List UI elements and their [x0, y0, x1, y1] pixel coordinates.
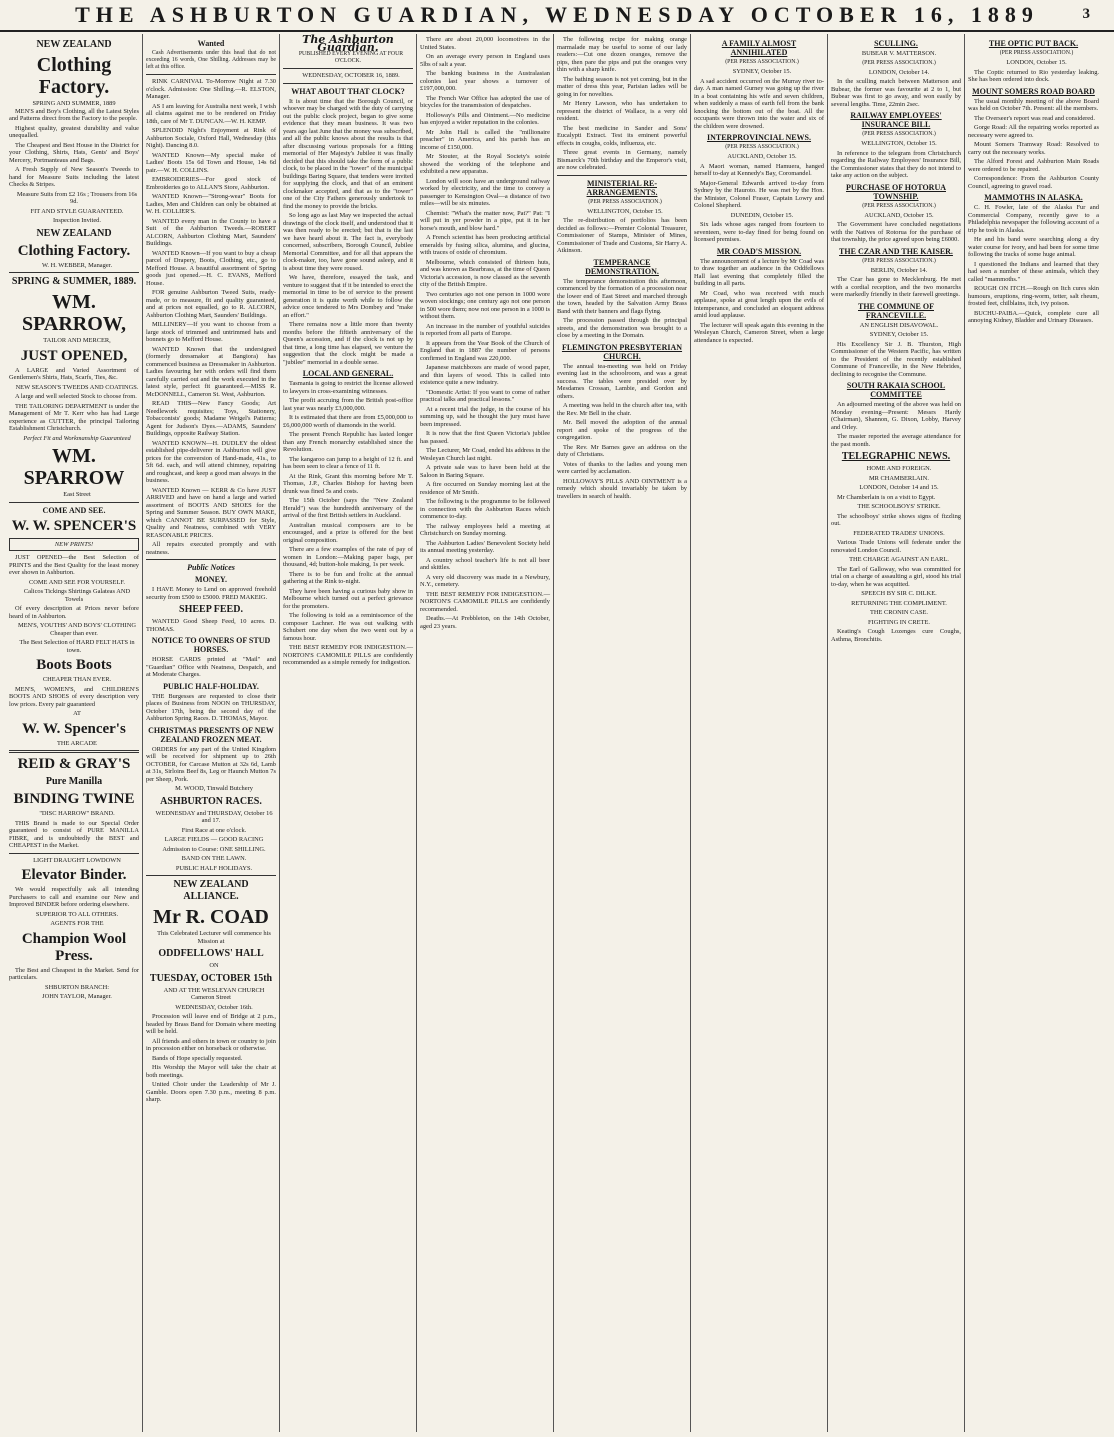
article-text: Mount Somers Tramway Road: Resolved to carry out the necessary works.	[968, 141, 1099, 156]
ad-heading: NEW ZEALAND	[36, 227, 112, 239]
article-headline: THE CZAR AND THE KAISER.	[839, 246, 953, 256]
article-subhead: THE SCHOOLBOYS' STRIKE.	[857, 503, 941, 510]
article-text: We have, therefore, essayed the task, and venture to suggest that if it be intended to erect the memorial in time to be of service to the present generation it is quite worth while to follow the advice once tendered to Mrs Dombey and "make an effort."	[283, 274, 413, 319]
article-subhead: RETURNING THE COMPLIMENT.	[851, 599, 947, 607]
article-text: The master reported the average attendance for the past month.	[831, 433, 961, 448]
divider	[9, 272, 139, 273]
article-text: Mr Stouter, at the Royal Society's soirée showed the working of the telephone and exhibited a new apparatus.	[420, 153, 550, 175]
ad-text: TAILOR AND MERCER,	[43, 337, 111, 344]
page-number: 3	[1082, 6, 1090, 22]
article-text: The Coptic returned to Rio yesterday leaking. She has been ordered into dock.	[968, 68, 1099, 83]
ad-heading: NEW ZEALAND	[36, 39, 112, 50]
article-dateline: SYDNEY, October 15.	[869, 331, 929, 338]
article-text: C. H. Fowler, late of the Alaska Fur and Commercial Company, recently gave to a Philadelphia newspaper the following account of a trip he took in Alaska.	[968, 204, 1099, 234]
article-text: It is about time that the Borough Council, or whoever may be charged with the duty of carrying out the public clock project, began to give some evidence that they mean business. It was two years ago last June that the money was subscribed, and all the public knows about the results is that after discussing various proposals for a fitting memorial of Her Majesty's Jubilee it was finally decided that this should take the form of a public clock, to be placed in the "tower" of the municipal buildings Baring Square, that tenders were invited for supplying the clock, and that of an eminent clockmaker accepted, and that as to the "tower" one of the City Fathers generously undertook to find the money to provide the bricks.	[283, 97, 413, 210]
ad-text: FOR genuine Ashburton Tweed Suits, ready-made, or to measure, fit and quality guaranteed, and at prices not equalled, go to R. ALCORN, Ashburton Clothing Mart, Saunders' Buildings.	[146, 289, 276, 319]
divider	[9, 502, 139, 503]
article-text: The railway employees held a meeting at Christchurch on Sunday morning.	[420, 522, 550, 537]
ad-text: AND AT THE WESLEYAN CHURCH Cameron Street	[163, 986, 265, 1001]
article-headline: TELEGRAPHIC NEWS.	[841, 451, 951, 462]
article-headline: A FAMILY ALMOST ANNIHILATED	[721, 39, 797, 57]
article-text: HOLLOWAY'S PILLS AND OINTMENT is a remedy which should invariably be taken by travellers in search of health.	[557, 477, 687, 500]
article-headline: MINISTERIAL RE-ARRANGEMENTS.	[586, 178, 658, 197]
ad-text: WANTED KNOWN—H. DUDLEY the oldest established pipe-deliverer in Ashburton will give prices for the conversion of Hand-made, 41s., to 5ft 6d. each, and will attend chimney, repairing and roughcast, and keep a good man always in the business.	[146, 439, 276, 484]
ad-text: WANTED Known that the undersigned (formerly dressmaker at Bangiora) has commenced business as Dressmaker in Ashburton. Ladies favouring her with orders will find them carefully carried out and the work executed in the latest style, perfect fit guaranteed.—MISS R. McDONNELL, Cameron St. West, Ashburton.	[146, 345, 276, 398]
article-text: It is now that the first Queen Victoria's jubilee has passed.	[420, 430, 550, 445]
masthead-title: THE ASHBURTON GUARDIAN, WEDNESDAY OCTOBER 16, 1889	[75, 2, 1039, 27]
article-text: The re-distribution of portfolios has been decided as follows:—Premier Colonial Treasurer, Commissioner of Stamps, Minister of Mines, Commissioner of Trade and Customs, Sir Harry A. Atkinson.	[557, 217, 687, 254]
ad-text: WANTED every man in the County to have a Suit of the Ashburton Tweeds.—ROBERT ALCORN, Ashburton Clothing Mart, Saunders' Buildings.	[146, 217, 276, 247]
article-text: The Lecturer, Mr Coad, ended his address in the Wesleyan Church last night.	[420, 447, 550, 462]
article-text: Mr Coad, who was received with much applause, spoke at great length upon the evils of intemperance, and concluded an eloquent address amid loud applause.	[694, 289, 824, 319]
ad-heading: SHEEP FEED.	[179, 604, 243, 615]
ad-text: A LARGE and Varied Assortment of Gentlemen's Shirts, Hats, Scarfs, Ties, &c.	[9, 366, 139, 381]
ad-text: United Choir under the Leadership of Mr J. Gamble. Doors open 7.30 p.m., meeting 8 p.m. sharp.	[146, 1081, 276, 1103]
article-headline: MOUNT SOMERS ROAD BOARD	[972, 86, 1095, 96]
ad-text: JOHN TAYLOR, Manager.	[42, 993, 112, 1000]
ad-text: SHBURTON BRANCH:	[45, 983, 109, 991]
article-text: Deaths.—At Prebbleton, on the 14th October, aged 23 years.	[420, 615, 550, 630]
divider	[283, 83, 413, 84]
ad-heading: Champion Wool Press.	[21, 930, 127, 964]
article-text: In reference to the telegram from Christchurch regarding the Railway Employees' Insurance Bill, the Commissioner states that they do not intend to take any action on the subject.	[831, 149, 961, 179]
article-dateline: BERLIN, October 14.	[870, 266, 928, 274]
divider	[283, 68, 413, 69]
article-text: They have been having a curious baby show in Melbourne which turned out a perfect grievance for the promoters.	[283, 587, 413, 610]
article-text: I questioned the Indians and learned that they had seen a number of these animals, which they called "mammoths."	[968, 260, 1099, 283]
ad-text: ORDERS for any part of the United Kingdom will be received for shipment up to 26th OCTOBER, for Carcase Mutton at 32s 6d, Lamb at 31s, Sirloins Beef 8s, Leg or Haunch Mutton 7s per Sheep, Pork.	[146, 745, 276, 783]
article-text: Australian musical composers are to be encouraged, and a prize is offered for the best original composition.	[283, 521, 413, 544]
ad-text: PUBLIC HALF HOLIDAYS.	[175, 864, 253, 872]
article-headline: SOUTH RAKAIA SCHOOL COMMITTEE	[846, 381, 946, 399]
article-text: In the sculling match between Matterson and Bubear, the former was favourite at 2 to 1, but Bubear was first to go away, and won easily by several lengths. Time, 22min 2sec.	[831, 78, 961, 108]
ad-text: WANTED Known—If you want to buy a cheap parcel of Drapery, Boots, Clothing, etc., go to Mefford House. A beautiful assortment of Spring goods just opened.—H. C. EVANS, Mefford House.	[146, 249, 276, 287]
ad-heading: ASHBURTON RACES.	[160, 795, 262, 807]
ad-text: AS I am leaving for Australia next week, I wish all claims against me to be rendered on Friday 18th, care of Mr T. DUNCAN.—W. H. KEMP.	[146, 102, 276, 125]
ad-text: Bands of Hope specially requested.	[152, 1054, 243, 1062]
article-text: Six lads whose ages ranged from fourteen to seventeen, were to-day fined for being found on licensed premises.	[694, 221, 824, 243]
article-text: So long ago as last May we inspected the actual drawings of the clock itself, and understood that it was then ready to be erected; but that is the last we have heard about it. The fact is, everybody concerned, subscribers, Borough Council, Jubilee Memorial Committee, and for all that appears the clock-maker, too, have gone sound asleep, and it is about time they were roused.	[283, 212, 413, 272]
ad-text: LIGHT DRAUGHT LOWDOWN	[33, 856, 121, 864]
article-text: The best medicine in Sander and Sons' Eucalypti Extract. Test its eminent powerful effects in coughs, colds, influenza, etc.	[557, 124, 687, 147]
ad-text: I HAVE Money to Lend on approved freehold security from £500 to £5000. FRED MAKEIG.	[146, 586, 276, 601]
ad-heading: Boots Boots	[36, 657, 112, 673]
article-text: A sad accident occurred on the Murray river to-day. A man named Gurney was going up the river in a boat containing his wife and seven children, when suddenly a mass of earth fell from the bank knocking the bottom out of the boat. All the occupants were thrown into the water and six of the children were drowned.	[694, 77, 824, 130]
ad-text: THE TAILORING DEPARTMENT is under the Management of Mr T. Kerr who has had Large experience as CUTTER, the principal Tailoring Establishment Christchurch.	[9, 402, 139, 432]
article-text: The lecturer will speak again this evening in the Wesleyan Church, Cameron Street, when a large attendance is expected.	[694, 321, 824, 344]
article-text: Gorge Road: All the repairing works reported as necessary were agreed to.	[968, 124, 1099, 139]
article-text: A country school teacher's life is not all beer and skittles.	[420, 556, 550, 571]
ad-text: MEN'S and Boy's Clothing, all the Latest Styles and Patterns direct from the Factory to the people.	[9, 107, 139, 122]
article-text: The profit accruing from the British post-office last year was nearly £3,000,000.	[283, 397, 413, 412]
article-subhead: SPEECH BY SIR C. DILKE.	[861, 590, 937, 597]
ad-heading: Elevator Binder.	[21, 867, 127, 883]
ad-text: "DISC HARROW" BRAND.	[39, 810, 115, 817]
article-text: Votes of thanks to the ladies and young men were carried by acclamation.	[557, 460, 687, 475]
article-text: The temperance demonstration this afternoon, commenced by the formation of a procession near the lower end of East Street and marched through the town, headed by the Salvation Army Brass Band with their banners and flags flying.	[557, 277, 687, 315]
ad-text: Perfect Fit and Workmanship Guaranteed	[23, 434, 131, 442]
article-dateline: LONDON, October 15.	[1006, 59, 1067, 66]
article-text: The Rev. Mr Barnes gave an address on the duty of Christians.	[557, 443, 687, 458]
article-subhead: FEDERATED TRADES' UNIONS.	[853, 529, 945, 537]
article-text: At the Rink, Grant this morning before Mr T. Thomas, J.P., Charles Bishop for having been drunk was fined 5s and costs.	[283, 472, 413, 495]
divider	[9, 853, 139, 854]
article-text: Tasmania is going to restrict the license allowed to lawyers in cross-examining witnesses.	[283, 380, 413, 395]
article-headline: TEMPERANCE DEMONSTRATION.	[585, 257, 659, 276]
ad-text: Calicos Tickings Shirtings Galateas AND Towels	[23, 588, 131, 603]
ad-text: W. H. WEBBER, Manager.	[41, 261, 113, 269]
ad-text: MILLINERY—If you want to choose from a large stock of trimmed and untrimmed hats and bonnets go to Mefford House.	[146, 321, 276, 343]
ad-heading: BINDING TWINE	[13, 791, 135, 807]
article-text: A very old discovery was made in a Newbury, N.Y., cemetery.	[420, 573, 550, 588]
column-8-news	[965, 34, 1102, 1432]
ad-text: AGENTS FOR THE	[50, 920, 104, 927]
ad-heading: TUESDAY, OCTOBER 15th	[149, 972, 273, 984]
column-4-news	[417, 34, 554, 1432]
column-2-classifieds	[143, 34, 280, 1432]
ad-text: CHEAPER THAN EVER.	[42, 676, 112, 683]
ad-text: His Worship the Mayor will take the chair at both meetings.	[146, 1064, 276, 1079]
article-text: Mr Henry Lawson, who has undertaken to represent the district of Wallace, is a very old resident.	[557, 100, 687, 122]
article-headline: SCULLING.	[874, 39, 918, 48]
article-subhead: AN ENGLISH DISAVOWAL.	[859, 321, 939, 329]
article-source: (PER PRESS ASSOCIATION.)	[862, 202, 936, 209]
ad-text: COME AND SEE FOR YOURSELF.	[28, 578, 125, 586]
article-text: Holloway's Pills and Ointment.—No medicine has enjoyed a wider reputation in the colonies.	[420, 111, 550, 126]
ad-text: WANTED Known—My special make of Ladies' Boots 15s 6d Town and House, 14s 6d pair.—W. H. COLLINS.	[146, 151, 276, 174]
ad-text: WANTED Known—"Strong-wear" Boots for Ladies, Men and Children can only be obtained at W. H. COLLIER'S.	[146, 193, 276, 215]
ad-text: READ THIS—New Fancy Goods; Art Needlework requisites; Toys, Stationery, Tobacconists' goods; Madame Weigel's Patterns; Agent for Judson's Dyes.—ADAMS, Saunders' Buildings, opposite Railway Station.	[146, 400, 276, 437]
article-text: "Domestic Artist: If you want to come of rather practical talks and practical lessons."	[420, 388, 550, 403]
section-heading: Public Notices	[187, 563, 235, 572]
article-source: (PER PRESS ASSOCIATION.)	[862, 257, 936, 264]
ad-heading: COME AND SEE.	[42, 505, 106, 515]
ad-text: The Cheapest and Best House in the District for your Clothing, Shirts, Hats, Gents' and Boys' Mercery, Portmanteaus and Bags.	[9, 141, 139, 164]
ad-text: MEN'S, WOMEN'S, and CHILDREN'S BOOTS AND SHOES of every description very low prices. Every pair guaranteed	[9, 685, 139, 708]
ad-heading: Mr R. COAD	[153, 906, 269, 928]
ad-heading: Clothing Factory.	[17, 242, 131, 259]
article-headline: FLEMINGTON PRESBYTERIAN CHURCH.	[561, 342, 683, 361]
column-6-telegrams	[691, 34, 828, 1432]
ad-text: The Best and Cheapest in the Market. Send for particulars.	[9, 966, 139, 981]
ad-text: JUST OPENED—the Best Selection of PRINTS and the Best Quality for the least money ever shown in Ashburton.	[9, 554, 139, 576]
article-text: THE BEST REMEDY FOR INDIGESTION.—NORTON'S CAMOMILE PILLS are confidently recommended as a simple remedy for indigestion.	[283, 644, 413, 666]
article-text: It is estimated that there are from £5,000,000 to £6,000,000 worth of diamonds in the world.	[283, 414, 413, 429]
article-text: Correspondence: From the Ashburton County Council, agreeing to gravel road.	[968, 175, 1099, 190]
article-text: An adjourned meeting of the above was held on Monday evening—Present: Messrs Hardy (Chairman), Shannon, G. Dixon, Lobby, Harvey and Orley.	[831, 401, 961, 431]
article-subhead: BUBEAR V. MATTERSON.	[861, 50, 937, 57]
article-subhead: MR CHAMBERLAIN.	[868, 474, 929, 482]
article-source: (PER PRESS ASSOCIATION.)	[588, 198, 662, 205]
masthead	[0, 0, 1114, 32]
article-text: Mr. Bell moved the adoption of the annual report and spoke of the progress of the congregation.	[557, 419, 687, 441]
ad-text: HORSE CARDS printed at "Mail" and "Guardian" Office with Neatness, Despatch, and at Moderate Charges.	[146, 656, 276, 678]
article-text: Various Trade Unions will federate under the renovated London Council.	[831, 539, 961, 554]
article-text: A Maori woman, named Hamuera, hanged herself to-day at Kennedy's Bay, Coromandel.	[694, 162, 824, 177]
ad-heading: Clothing Factory.	[36, 54, 112, 98]
article-headline: THE OPTIC PUT BACK.	[988, 39, 1079, 48]
article-text: The Czar has gone to Mecklenburg. He met with a cordial reception, and the two monarchs were markedly friendly in their farewell greetings.	[831, 276, 961, 298]
article-text: Melbourne, which consisted of thirteen huts, and was known as Bearbrass, at the time of Queen Victoria's accession, is now classed as the seventh city of the British Empire.	[420, 258, 550, 288]
ad-text: Measure Suits from £2 16s ; Trousers from 16s 9d.	[16, 190, 138, 205]
article-source: (PER PRESS ASSOCIATION.)	[999, 50, 1074, 56]
article-text: The following recipe for making orange marmalade may be useful to some of our lady readers:—Cut one dozen oranges, remove the pips, then pare the pips and put the oranges very thin with a sharp knife.	[557, 36, 687, 73]
article-headline: MR COAD'S MISSION.	[716, 246, 802, 256]
divider	[146, 74, 276, 75]
article-text: There is to be fun and frolic at the annual gathering at the Rink to-night.	[283, 570, 413, 585]
article-text: There remains now a little more than twenty months before the fiftieth anniversary of the Queen's accession, and if the clock is not up by that time, a long time has elapsed, we venture the suggestion that the clock might be made a "jubilee" memorial in a double sense.	[283, 321, 413, 366]
ad-text: BAND ON THE LAWN.	[181, 855, 247, 862]
ad-text: FIT AND STYLE GUARANTEED.	[30, 207, 124, 215]
ad-text: A large and well selected Stock to choose from.	[15, 393, 137, 400]
ad-text: All repairs executed promptly and with neatness.	[146, 541, 276, 556]
article-text: Major-General Edwards arrived to-day from Sydney by the Hauroto. He was met by the Hon. the Minister, Colonel Fraser, Captain Lowry and Colonel Shepherd.	[694, 179, 824, 209]
article-text: Keating's Cough Lozenges cure Coughs, Asthma, Bronchitis.	[831, 628, 961, 643]
article-headline: THE COMMUNE OF FRANCEVILLE.	[858, 301, 934, 320]
ad-text: NEW SEASON'S TWEEDS AND COATINGS.	[15, 383, 139, 391]
article-source: (PER PRESS ASSOCIATION.)	[725, 59, 799, 65]
section-heading: Wanted	[197, 39, 225, 48]
article-text: A fire occurred on Sunday morning last at the residence of Mr Smith.	[420, 481, 550, 496]
article-headline: PURCHASE OF HOTORUA TOWNSHIP.	[845, 182, 946, 201]
ad-text: This Celebrated Lecturer will commence his Mission at	[157, 930, 271, 945]
article-text: Chemist: "What's the matter now, Pat?" Pat: "I will put in yer powder in a pipe, put it in her horse's mouth, and blow hard."	[420, 209, 550, 232]
article-text: The French War Office has adopted the use of bicycles for the transmission of despatches.	[420, 94, 550, 109]
ad-text: EMBROIDERIES—For good stock of Embroideries go to ALLAN'S Store, Ashburton.	[146, 176, 276, 191]
article-text: There are a few examples of the rate of pay of women in London:—Making paper bags, per thousand, 4d; button-hole making, 1s per week.	[283, 546, 413, 568]
ad-heading: SPRING & SUMMER, 1889.	[11, 276, 137, 287]
column-5-news	[554, 34, 691, 1432]
article-text: There are about 20,000 locomotives in the United States.	[420, 36, 550, 51]
ad-text: LARGE FIELDS — GOOD RACING	[164, 836, 264, 843]
ad-text: WEDNESDAY and THURSDAY, October 16 and 17.	[155, 809, 273, 824]
article-text: The following is told as a reminiscence of the composer Lachner. He was out walking with Schubert one day when the two went out by a famous hour.	[283, 612, 413, 642]
ad-heading: W. W. Spencer's	[22, 720, 126, 737]
ad-heading: MONEY.	[195, 575, 227, 584]
ad-heading: PUBLIC HALF-HOLIDAY.	[163, 681, 259, 691]
divider	[9, 750, 139, 753]
ad-heading: NOTICE TO OWNERS OF STUD HORSES.	[151, 636, 271, 654]
ad-heading: WM. SPARROW,	[22, 291, 126, 335]
article-headline: WHAT ABOUT THAT CLOCK?	[291, 86, 405, 96]
divider	[557, 175, 687, 176]
dateline: WEDNESDAY, OCTOBER 16, 1889.	[302, 72, 400, 79]
newspaper-nameplate: The Ashburton Guardian.	[302, 34, 394, 54]
ad-text: ON	[209, 962, 219, 969]
article-text: The Ashburton Ladies' Benevolent Society held its annual meeting yesterday.	[420, 539, 550, 554]
article-text: Mr John Hall is called the "millionaire preacher" in America, and his parish has an income of £150,000.	[420, 128, 550, 151]
article-dateline: AUCKLAND, October 15.	[727, 153, 797, 160]
article-text: Mr Chamberlain is on a visit to Egypt.	[837, 493, 936, 501]
divider	[146, 875, 276, 876]
ad-text: SUPERIOR TO ALL OTHERS.	[35, 910, 119, 918]
column-3-editorial	[280, 34, 417, 1432]
article-headline: MAMMOTHS IN ALASKA.	[984, 193, 1083, 202]
divider	[146, 559, 276, 560]
article-dateline: LONDON, October 14.	[868, 68, 930, 76]
ad-heading: JUST OPENED,	[20, 347, 128, 364]
publication-note: PUBLISHED EVERY EVENING AT FOUR O'CLOCK.	[298, 51, 404, 64]
ad-text: THIS Brand is made to our Special Order guaranteed to consist of PURE MANILLA FIBRE, and is undoubtedly the BEST and CHEAPEST in the Market.	[9, 819, 139, 849]
article-text: The schoolboys' strike shows signs of fizzling out.	[831, 512, 961, 527]
article-text: The usual monthly meeting of the above Board was held on October 7th. Present: all the members.	[968, 97, 1099, 112]
article-text: The banking business in the Australasian colonies last year shows a turnover of £197,000,000.	[420, 70, 550, 92]
article-subhead: THE CHARGE AGAINST AN EARL.	[849, 556, 949, 563]
article-text: The Government have concluded negotiations with the Natives of Rotorua for the purchase of that township, the price agreed upon being £6000.	[831, 221, 961, 243]
article-text: The announcement of a lecture by Mr Coad was to draw together an audience in the Oddfellows Hall last evening that completely filled the building in all parts.	[694, 257, 824, 287]
article-dateline: WELLINGTON, October 15.	[587, 207, 663, 215]
ad-text: THE ARCADE	[57, 739, 97, 747]
article-text: The kangaroo can jump to a height of 12 ft. and has been seen to clear a fence of 11 ft.	[283, 455, 413, 470]
article-subhead: HOME AND FOREIGN.	[866, 465, 932, 472]
ad-text: The Best Selection of HARD FELT HATS in town.	[19, 639, 135, 654]
article-text: He and his band were searching along a dry water course for ivory, and had been for some time following the tracks of some huge animal.	[968, 236, 1099, 258]
article-text: The Overseer's report was read and considered.	[974, 114, 1095, 122]
article-dateline: AUCKLAND, October 15.	[864, 211, 934, 219]
ad-text: Inspection Invited.	[53, 217, 101, 224]
article-text: It appears from the Year Book of the Church of England that in 1887 the number of persons confirmed in England was 220,000.	[420, 339, 550, 362]
article-source: (PER PRESS ASSOCIATION.)	[862, 59, 936, 66]
ad-text: THE Burgesses are requested to close their places of Business from NOON on THURSDAY, October 17th, being the second day of the Ashburton Spring Races. D. THOMAS, Mayor.	[146, 692, 276, 722]
ad-text: WANTED Good Sheep Feed, 10 acres. D. THOMAS.	[146, 618, 276, 633]
ad-text: NEW PRINTS!	[9, 538, 139, 552]
article-text: The procession passed through the principal streets, and the demonstration was brought to a close by a meeting in the Domain.	[557, 317, 687, 339]
article-text: BUCHU-PAIBA.—Quick, complete cure all annoying Kidney, Bladder and Urinary Diseases.	[968, 309, 1099, 324]
article-text: Two centuries ago not one person in 1000 wore woven stockings; one century ago not one person in 500 wore them; now not one person in a 1000 is without them.	[420, 290, 550, 320]
article-text: The bathing season is not yet coming, but in the matter of dress this year, Parisian ladies will be going in for novelties.	[557, 75, 687, 98]
ad-text: MEN'S, YOUTHS' AND BOYS' CLOTHING Cheaper than ever.	[17, 622, 137, 637]
ad-heading: Pure Manilla	[45, 776, 103, 787]
article-subhead: THE CRONIN CASE.	[869, 609, 929, 616]
article-source: (PER PRESS ASSOCIATION.)	[862, 131, 936, 137]
article-text: ROUGH ON ITCH.—Rough on Itch cures skin humours, eruptions, ring-worm, tetter, salt rheum, frosted feet, chilblains, itch, ivy poison.	[968, 285, 1099, 307]
ad-text: All friends and others in town or country to join in procession either on horseback or otherwise.	[146, 1037, 276, 1052]
ad-heading: WM. SPARROW	[23, 445, 125, 489]
article-text: A French scientist has been producing artificial emeralds by fusing silica, alumina, and glucina, with traces of oxide of chromium.	[420, 234, 550, 256]
ad-text: AT	[73, 710, 81, 717]
ad-text: Highest quality, greatest durability and value unequalled.	[9, 124, 139, 139]
article-text: The present French Republic has lasted longer than any French monarchy established since the Revolution.	[283, 431, 413, 453]
ad-heading: W. W. SPENCER'S	[11, 517, 137, 534]
article-text: The following is the programme to be followed in connection with the Ashburton Races which commence to-day.	[420, 498, 550, 520]
article-text: On an average every person in England uses 5lbs of salt a year.	[420, 53, 550, 68]
article-source: (PER PRESS ASSOCIATION.)	[725, 144, 799, 150]
article-text: THE BEST REMEDY FOR INDIGESTION.—NORTON'S CAMOMILE PILLS are confidently recommended.	[420, 590, 550, 613]
ad-text: East Street	[63, 491, 91, 498]
ad-text: First Race at one o'clock.	[181, 826, 247, 834]
article-text: A meeting was held in the church after tea, with the Rev. Mr Bell in the chair.	[557, 402, 687, 417]
ad-text: WEDNESDAY, October 16th.	[175, 1003, 253, 1011]
column-7-cables	[828, 34, 965, 1432]
ad-text: SPLENDID Night's Enjoyment at Rink of Ashburton Sociale, Oxford Hall, Wednesday (this Night). Dancing 8.0.	[146, 127, 276, 149]
article-dateline: WELLINGTON, October 15.	[861, 140, 937, 147]
article-text: The Alford Forest and Ashburton Main Roads were ordered to be repaired.	[968, 158, 1099, 173]
ad-text: A Fresh Supply of New Season's Tweeds to hand for Measure Suits including the latest Checks & Stripes.	[9, 166, 139, 188]
ad-text: Cash Advertisements under this head that do not exceeding 16 words, One Shilling. Addresses may be left at this office.	[146, 50, 276, 70]
article-headline: RAILWAY EMPLOYEES' INSURANCE BILL	[850, 111, 942, 129]
article-text: The 15th October (says the "New Zealand Herald") was the hundredth anniversary of the arrival of the first British settlers in Auckland.	[283, 497, 413, 519]
ad-heading: REID & GRAY'S	[17, 756, 131, 772]
ad-text: We would respectfully ask all intending Purchasers to call and examine our New and Improved BINDER before ordering elsewhere.	[9, 886, 139, 908]
ad-subheading: SPRING AND SUMMER, 1889	[32, 100, 116, 107]
ad-text: RINK CARNIVAL To-Morrow Night at 7.30 o'clock. Admission: One Shilling.—R. ELSTON, Manager.	[146, 78, 276, 100]
article-text: A private sale was to have been held at the Saloon in Baring Square.	[420, 464, 550, 479]
ad-heading: NEW ZEALAND ALLIANCE.	[173, 879, 249, 902]
ad-heading: ODDFELLOWS' HALL	[158, 948, 264, 959]
ad-text: WANTED Known — KERR & Co have JUST ARRIVED and have on hand a large and varied assortment of BOOTS AND SHOES for the Spring and Summer Season. BUY OWN MAKE, which CANNOT BE SURPASSED for Style, Quality and Neatness, combined with VERY REASONABLE PRICES.	[146, 486, 276, 539]
article-text: At a recent trial the judge, in the course of his summing up, said he thought the jury must have been impressed.	[420, 405, 550, 428]
column-1-advertisements	[6, 34, 143, 1432]
ad-text: Of every description at Prices never before heard of in Ashburton.	[9, 605, 139, 620]
article-text: His Excellency Sir J. B. Thurston, High Commissioner of the Western Pacific, has written to the President of the recently established Commune of Franceville, in the New Hebrides, declining to recognise the Commune.	[831, 340, 961, 378]
article-dateline: DUNEDIN, October 15.	[730, 211, 794, 219]
columns	[6, 34, 1108, 1432]
ad-text: Procession will leave end of Bridge at 2 p.m., headed by Brass Band for Domain where meeting will be held.	[146, 1013, 276, 1035]
article-text: London will soon have an underground railway worked by electricity, and the time to convey a passenger to Kensington Oval—a distance of two miles—will be six minutes.	[420, 177, 550, 207]
article-text: An increase in the number of youthful suicides is reported from all parts of Europe.	[420, 322, 550, 337]
ad-text: M. WOOD, Tinwald Butchery	[175, 785, 253, 792]
article-subhead: FIGHTING IN CRETE.	[868, 618, 930, 626]
ad-text: Admission to Course: ONE SHILLING.	[162, 845, 266, 853]
article-text: Three great events in Germany, namely Bismarck's 70th birthday and the Emperor's visit, are now celebrated.	[557, 149, 687, 171]
article-headline: INTERPROVINCIAL NEWS.	[706, 133, 812, 142]
ad-heading: CHRISTMAS PRESENTS OF NEW ZEALAND FROZEN MEAT.	[148, 725, 274, 744]
article-text: The annual tea-meeting was held on Friday evening last in the schoolroom, and was a great success. The tables were presided over by Mesdames Crossan, Lambie, and Gordon and others.	[557, 362, 687, 400]
article-dateline: SYDNEY, October 15.	[732, 68, 792, 75]
article-text: The Earl of Galloway, who was committed for trial on a charge of assaulting a girl, stood his trial to-day, when he was acquitted.	[831, 565, 961, 588]
article-headline: LOCAL AND GENERAL.	[302, 369, 394, 378]
article-text: Japanese matchboxes are made of wood paper, and thin layers of wood. This is called into existence quite a new industry.	[420, 364, 550, 386]
article-dateline: LONDON, October 14 and 15.	[859, 484, 939, 491]
